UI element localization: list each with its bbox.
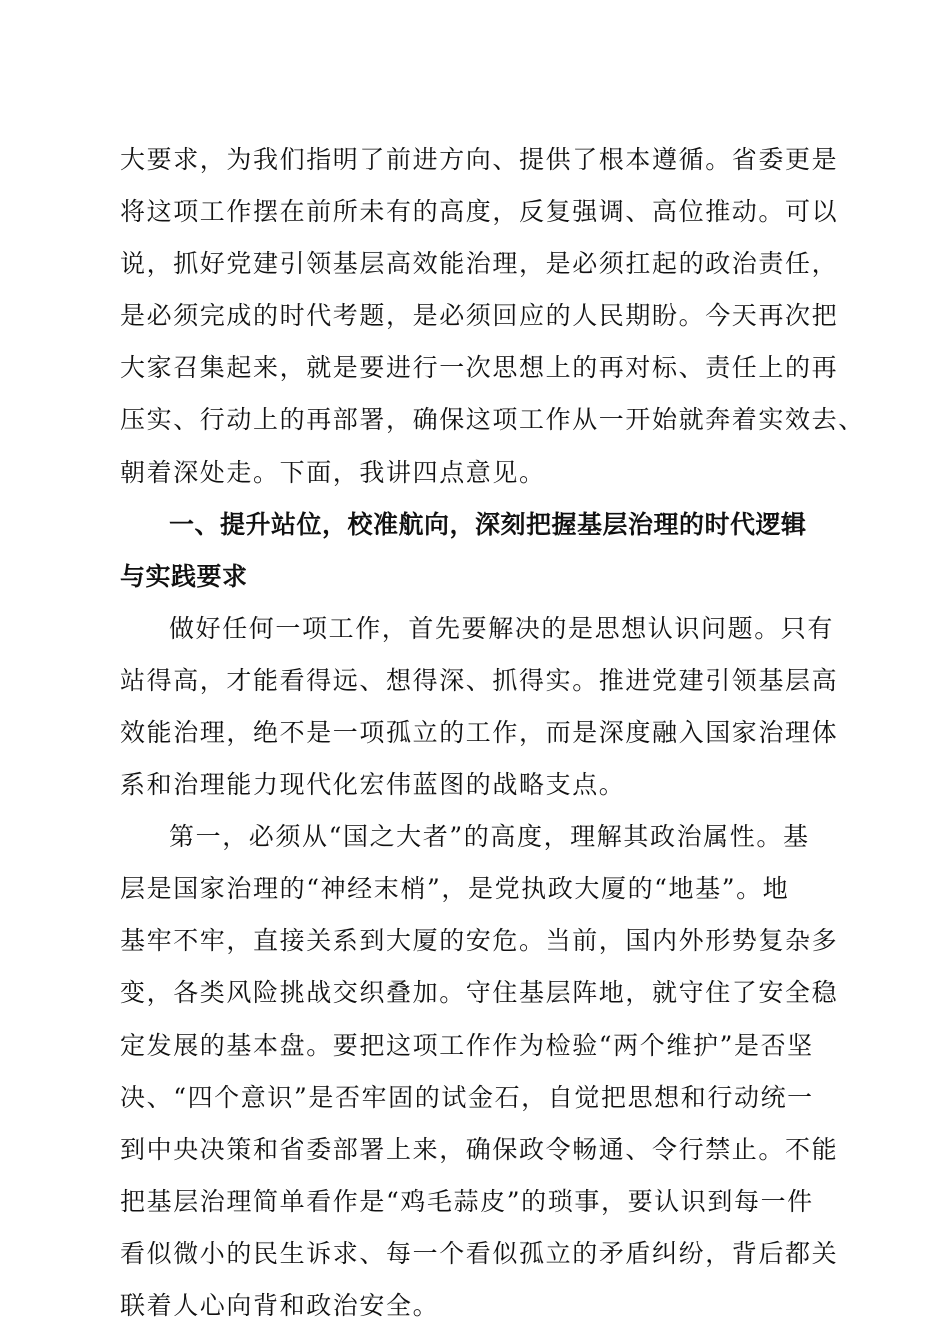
section-heading: 一、提升站位，校准航向，深刻把握基层治理的时代逻辑 (169, 509, 807, 539)
body-text-line: 说，抓好党建引领基层高效能治理，是必须扛起的政治责任， (120, 249, 839, 279)
body-text-line: 效能治理，绝不是一项孤立的工作，而是深度融入国家治理体 (120, 718, 839, 747)
body-text-line: 压实、行动上的再部署，确保这项工作从一开始就奔着实效去、 (120, 405, 865, 435)
body-text-line: 到中央决策和省委部署上来，确保政令畅通、令行禁止。不能 (120, 1134, 839, 1164)
body-text-line: 朝着深处走。下面，我讲四点意见。 (120, 457, 546, 487)
body-text-line: 大家召集起来，就是要进行一次思想上的再对标、责任上的再 (120, 353, 839, 383)
body-text-line: 定发展的基本盘。要把这项工作作为检验“两个维护”是否坚 (120, 1030, 814, 1060)
body-text-line: 将这项工作摆在前所未有的高度，反复强调、高位推动。可以 (120, 197, 839, 227)
body-text-line: 站得高，才能看得远、想得深、抓得实。推进党建引领基层高 (120, 665, 839, 695)
body-text-line: 做好任何一项工作，首先要解决的是思想认识问题。只有 (169, 613, 835, 643)
body-text-line: 是必须完成的时代考题，是必须回应的人民期盼。今天再次把 (120, 301, 839, 331)
body-text-line: 把基层治理简单看作是“鸡毛蒜皮”的琐事，要认识到每一件 (120, 1186, 814, 1216)
body-text-line-end: 联着人心向背和政治安全。 (120, 1291, 440, 1320)
body-text-line: 系和治理能力现代化宏伟蓝图的战略支点。 (120, 770, 626, 800)
body-text-line: 大要求，为我们指明了前进方向、提供了根本遵循。省委更是 (120, 145, 839, 174)
body-text-line: 第一，必须从“国之大者”的高度，理解其政治属性。基 (169, 822, 810, 852)
body-text-line: 决、“四个意识”是否牢固的试金石，自觉把思想和行动统一 (120, 1082, 814, 1112)
body-text-line: 变，各类风险挑战交织叠加。守住基层阵地，就守住了安全稳 (120, 978, 839, 1008)
body-text-line: 看似微小的民生诉求、每一个看似孤立的矛盾纠纷，背后都关 (120, 1238, 839, 1268)
section-heading-continuation: 与实践要求 (120, 561, 248, 591)
body-text-line: 基牢不牢，直接关系到大厦的安危。当前，国内外形势复杂多 (120, 926, 839, 956)
body-text-line: 层是国家治理的“神经末梢”，是党执政大厦的“地基”。地 (120, 874, 790, 904)
